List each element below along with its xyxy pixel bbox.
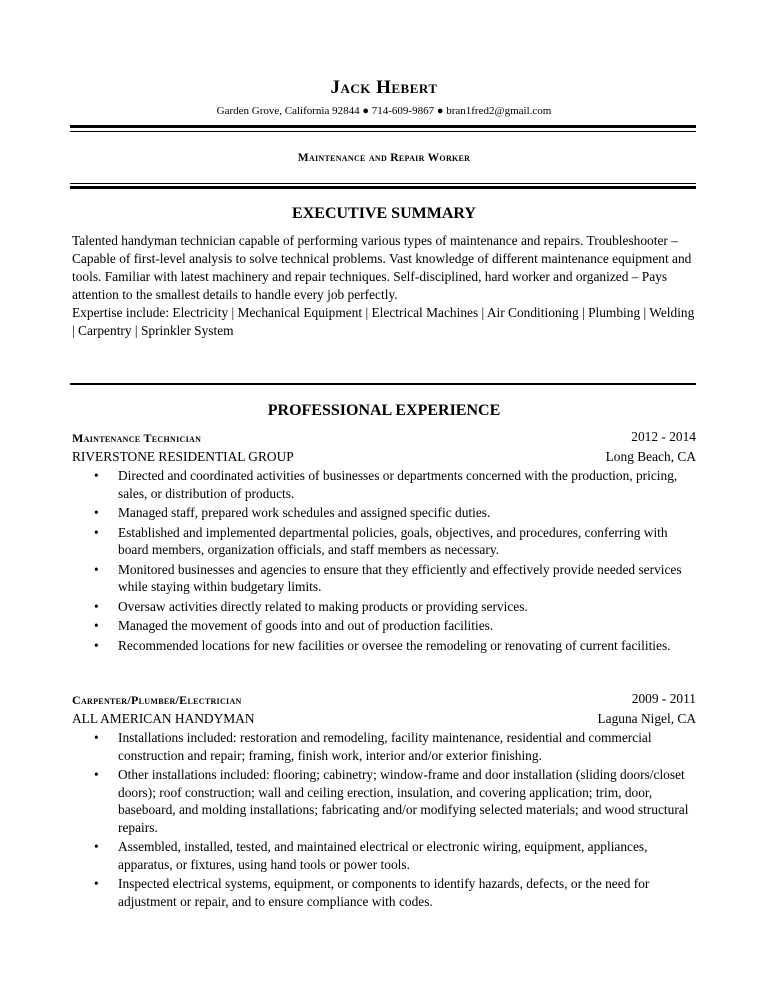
list-item [72, 467, 698, 502]
header-divider-top-thin [70, 131, 696, 132]
bullet-text: Inspected electrical systems, equipment, or components to identify hazards, defects, or the need for adjustment or repair, and to ensure compliance with codes. [118, 876, 650, 909]
bullet-icon: • [94, 598, 99, 614]
bullet-icon: • [94, 505, 99, 520]
bullet-text: Directed and coordinated activities of businesses or departments concerned with the production, pricing, sales, or distribution of products. [118, 468, 678, 501]
candidate-name: Jack Hebert [330, 77, 438, 98]
list-item [72, 637, 698, 655]
job-dates: 2012 - 2014 [631, 429, 696, 444]
job-title: Carpenter/Plumber/Electrician [72, 693, 242, 707]
bullet-text: Managed staff, prepared work schedules and assigned specific duties. [118, 505, 491, 520]
job-location: Long Beach, CA [605, 449, 696, 464]
bullet-text: Managed the movement of goods into and out of production facilities. [118, 618, 494, 633]
bullet-text: Recommended locations for new facilities or oversee the remodeling or renovating of current facilities. [118, 637, 671, 653]
list-item [72, 838, 698, 873]
bullet-text: Other installations included: flooring; cabinetry; window-frame and door installation (sliding doors/closet doors); roof construction; wall and ceiling erection, insulation, and covering application; trim, door, baseboard, and molding installations; fabricating and/or modifying selected materials; and wood structural repairs. [118, 767, 689, 835]
list-item [72, 729, 698, 764]
list-item [72, 617, 698, 635]
summary-section [72, 232, 698, 340]
list-item [72, 875, 698, 910]
bullet-icon: • [94, 876, 99, 891]
job-title: Maintenance Technician [72, 431, 202, 445]
bullet-text: Monitored businesses and agencies to ensure that they efficiently and effectively provide needed services while staying within budgetary limits. [118, 561, 682, 594]
expertise-line: Expertise include: Electricity | Mechanical Equipment | Electrical Machines | Air Conditioning | Plumbing | Welding | Carpentry | Sprinkler System [72, 305, 695, 338]
job-company: ALL AMERICAN HANDYMAN [72, 711, 255, 726]
role-divider-thin [70, 183, 696, 184]
job-location: Laguna Nigel, CA [597, 711, 696, 726]
experience-heading: PROFESSIONAL EXPERIENCE [267, 402, 501, 419]
list-item [72, 766, 698, 836]
summary-divider [70, 383, 696, 385]
list-item [72, 561, 698, 596]
job-bullets [72, 729, 698, 912]
list-item [72, 598, 698, 616]
bullet-icon: • [94, 637, 99, 653]
bullet-icon: • [94, 839, 99, 854]
job-bullets [72, 467, 698, 656]
bullet-text: Installations included: restoration and remodeling, facility maintenance, residential and commercial construction and repair; framing, finish work, interior and/or exterior finishing. [118, 730, 652, 763]
list-item [72, 504, 698, 522]
bullet-icon: • [94, 618, 99, 633]
bullet-text: Established and implemented departmental policies, goals, objectives, and procedures, conferring with board members, organization officials, and staff members as necessary. [118, 524, 668, 557]
job-company: RIVERSTONE RESIDENTIAL GROUP [72, 449, 294, 464]
bullet-icon: • [94, 767, 99, 782]
summary-paragraph: Talented handyman technician capable of performing various types of maintenance and repairs. Troubleshooter – Capable of first-level analysis to solve technical problems. Vast knowledge of different maintenance equipment and tools. Familiar with latest machinery and repair techniques. Self-disciplined, hard worker and organized – Pays attention to the smallest details to handle every job perfectly. [72, 233, 692, 302]
bullet-icon: • [94, 468, 99, 483]
bullet-text: Oversaw activities directly related to making products or providing services. [118, 598, 528, 614]
target-role: Maintenance and Repair Worker [297, 152, 471, 164]
role-divider-thick [70, 186, 696, 189]
bullet-text: Assembled, installed, tested, and maintained electrical or electronic wiring, equipment, appliances, apparatus, or fixtures, using hand tools or power tools. [118, 839, 648, 872]
job-dates: 2009 - 2011 [631, 691, 696, 706]
bullet-icon: • [94, 730, 99, 745]
summary-heading: EXECUTIVE SUMMARY [292, 205, 476, 222]
bullet-icon: • [94, 561, 99, 577]
header-divider-top [70, 125, 696, 128]
list-item [72, 524, 698, 559]
bullet-icon: • [94, 524, 99, 540]
contact-line: Garden Grove, California 92844 ● 714-609-9867 ● bran1fred2@gmail.com [216, 105, 552, 117]
